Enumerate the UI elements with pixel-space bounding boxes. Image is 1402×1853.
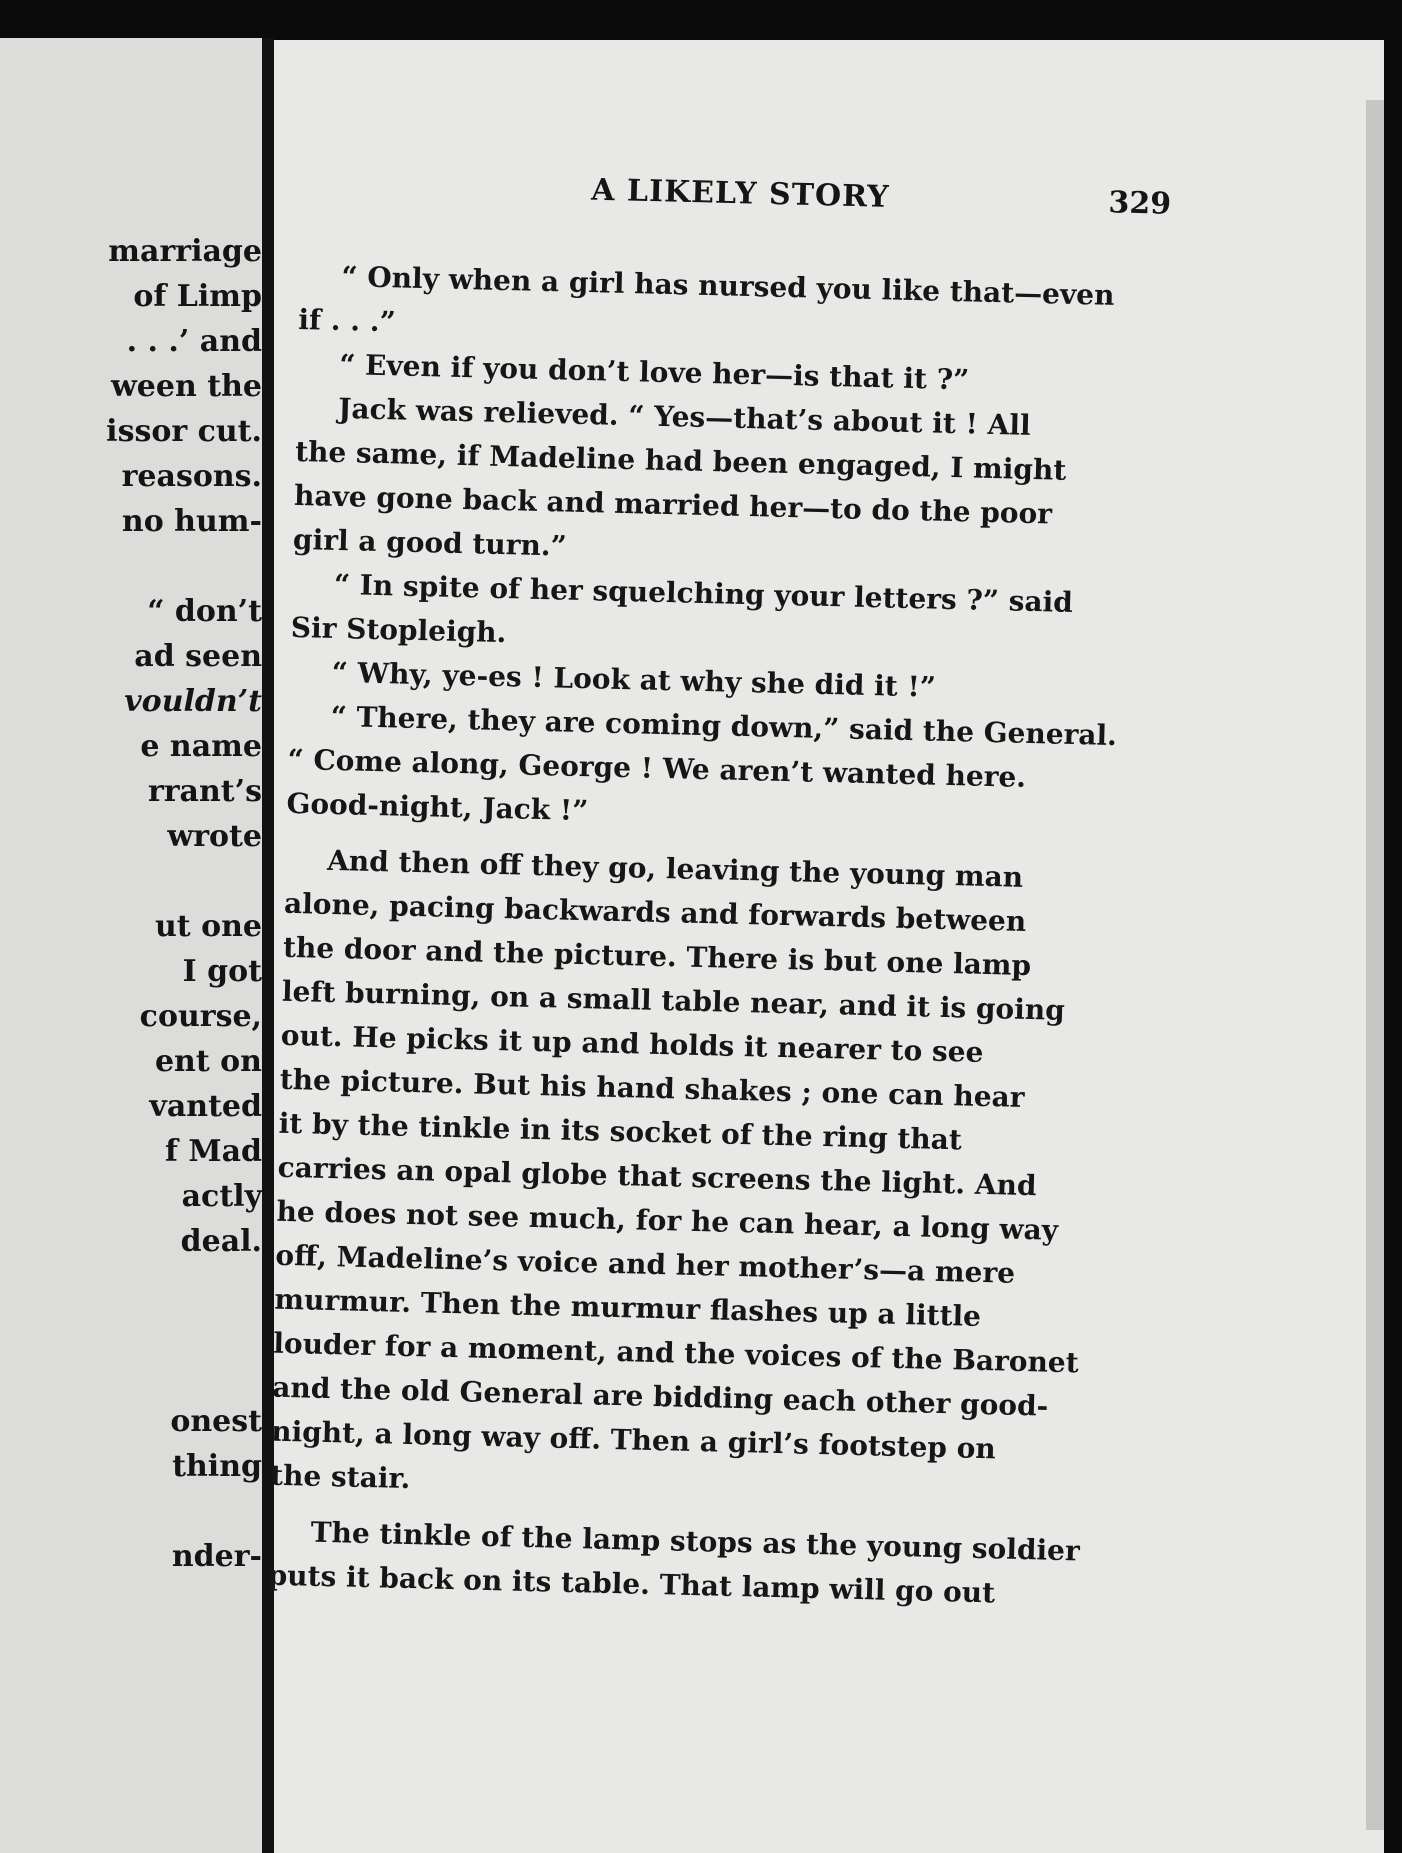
text-line: and the old General are bidding each other good- [271,1370,1049,1423]
text-line: “ Even if you don’t love her—is that it ?” [338,347,970,397]
left-line: nder- [171,1539,262,1574]
text-line: Good-night, Jack !” [286,786,589,828]
text-line: the same, if Madeline had been engaged, I might [294,434,1067,487]
text-line: out. He picks it up and holds it nearer to see [280,1018,984,1069]
left-line: vanted [149,1089,262,1124]
left-line: no hum- [121,504,262,539]
text-line: “ Only when a girl has nursed you like that—even [341,260,1115,312]
text-line: girl a good turn.” [292,522,568,563]
text-line: if . . .” [297,302,397,339]
left-line: e name [140,729,262,764]
text-line: The tinkle of the lamp stops as the young soldier [310,1515,1081,1568]
text-line: “ Come along, George ! We aren’t wanted here. [287,742,1027,794]
paragraph [292,386,1176,583]
left-line: course, [139,999,262,1034]
left-line [62,1269,262,1314]
text-line: “ In spite of her squelching your letters ?” said [333,567,1074,619]
left-line: “ don’t [147,594,262,629]
text-line: murmur. Then the murmur flashes up a little [274,1282,982,1333]
text-line: night, a long way off. Then a girl’s footstep on [270,1414,997,1466]
text-line: have gone back and married her—to do the poor [293,478,1053,531]
left-line [62,1359,262,1404]
left-line [62,1314,262,1359]
text-line: Jack was relieved. “ Yes—that’s about it ! All [337,391,1031,442]
left-line: ut one [154,909,262,944]
left-line: marriage [108,234,262,269]
left-line: f Mad [165,1134,262,1169]
left-line: ad seen [134,639,262,674]
page-body [267,254,1180,1619]
left-line: I got [182,954,262,989]
text-line: “ Why, ye-es ! Look at why she did it !” [331,655,937,704]
text-line: the picture. But his hand shakes ; one can hear [279,1062,1025,1114]
left-line: ween the [110,369,262,404]
left-line [62,1494,262,1539]
text-line: Sir Stopleigh. [290,610,507,650]
text-line: And then off they go, leaving the young man [326,843,1024,894]
text-line: “ There, they are coming down,” said the General. [330,699,1118,753]
text-line: alone, pacing backwards and forwards between [283,886,1027,938]
left-line: ent on [154,1044,262,1079]
text-line: it by the tinkle in its socket of the ring that [278,1106,963,1157]
left-page-fragment [0,38,262,1853]
left-line: rrant’s [147,774,262,809]
text-line: carries an opal globe that screens the light. And [277,1150,1037,1203]
text-line: off, Madeline’s voice and her mother’s—a mere [275,1238,1016,1290]
text-line: the stair. [269,1458,411,1496]
left-line: issor cut. [106,414,262,449]
left-line: reasons. [121,459,262,494]
left-line: . . .’ and [126,324,262,359]
page-number: 329 [1108,185,1172,222]
left-page-text [62,234,262,1584]
text-line: louder for a moment, and the voices of the Baronet [272,1326,1080,1380]
text-line: puts it back on its table. That lamp will go out [267,1558,996,1610]
text-line: he does not see much, for he can hear, a long way [276,1194,1059,1247]
paragraph [270,838,1166,1519]
left-line: thing [172,1449,262,1484]
page-edge [1366,100,1384,1830]
running-title: A LIKELY STORY [590,172,890,215]
text-line: left burning, on a small table near, and it is going [281,974,1066,1027]
left-line: deal. [180,1224,262,1259]
left-line: wrote [167,819,262,854]
left-line: actly [181,1179,262,1214]
left-line [62,549,262,594]
left-line: of Limp [133,279,262,314]
left-line: onest [170,1404,262,1439]
paragraph [286,694,1169,847]
text-line: the door and the picture. There is but one lamp [282,930,1032,983]
left-line [62,864,262,909]
left-line: vouldn’t [124,684,262,719]
